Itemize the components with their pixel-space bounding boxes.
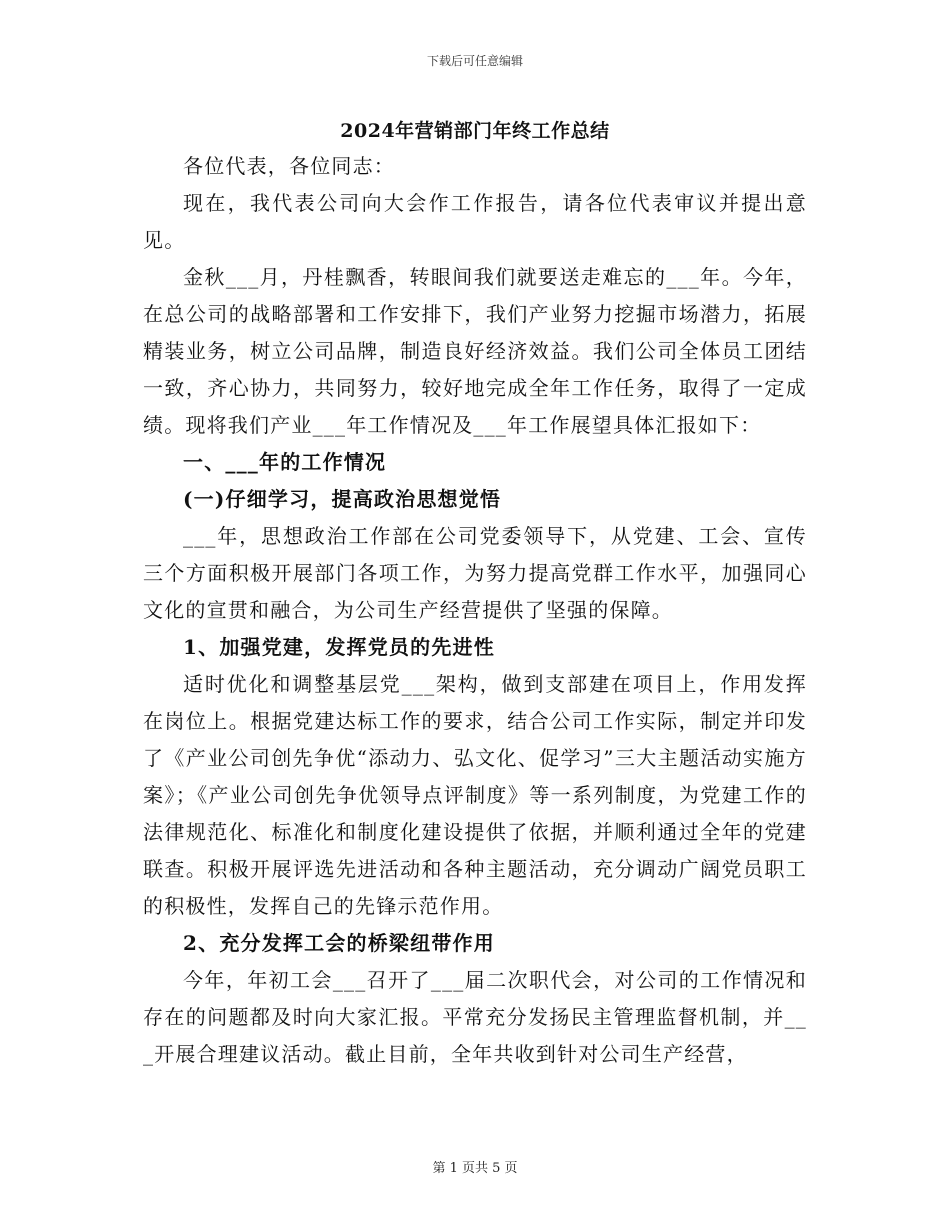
- subsection-paragraph-1: ___年，思想政治工作部在公司党委领导下，从党建、工会、宣传三个方面积极开展部门各项工作，为努力提高党群工作水平，加强同心文化的宣贯和融合，为公司生产经营提供了坚强的保障。: [143, 524, 807, 622]
- page-number: 第 1 页共 5 页: [432, 1161, 518, 1176]
- salutation: 各位代表，各位同志：: [183, 154, 395, 178]
- item-paragraph-1: 适时优化和调整基层党___架构，做到支部建在项目上，作用发挥在岗位上。根据党建达标工作的要求，结合公司工作实际，制定并印发了《产业公司创先争优“添动力、弘文化、促学习”三大主题活动实施方案》；《产业公司创先争优领导点评制度》等一系列制度，为党建工作的法律规范化、标准化和制度化建设提供了依据，并顺利通过全年的党建联查。积极开展评选先进活动和各种主题活动，充分调动广阔党员职工的积极性，发挥自己的先锋示范作用。: [143, 672, 807, 918]
- section-heading-1: 一、___年的工作情况: [183, 450, 387, 474]
- item-heading-1: 1、加强党建，发挥党员的先进性: [183, 635, 495, 659]
- opening-paragraph: 金秋___月，丹桂飘香，转眼间我们就要送走难忘的___年。今年，在总公司的战略部署和工作安排下，我们产业努力挖掘市场潜力，拓展精装业务，树立公司品牌，制造良好经济效益。我们公司全体员工团结一致，齐心协力，共同努力，较好地完成全年工作任务，取得了一定成绩。现将我们产业___年工作情况及___年工作展望具体汇报如下：: [143, 265, 807, 437]
- item-paragraph-2: 今年，年初工会___召开了___届二次职代会，对公司的工作情况和存在的问题都及时向大家汇报。平常充分发扬民主管理监督机制，并___开展合理建议活动。截止目前，全年共收到针对公司生产经营，: [143, 968, 807, 1066]
- header-note: 下载后可任意编辑: [426, 54, 523, 68]
- subsection-heading-1: (一)仔细学习，提高政治思想觉悟: [183, 487, 502, 511]
- intro-paragraph: 现在，我代表公司向大会作工作报告，请各位代表审议并提出意见。: [143, 191, 807, 252]
- document-title: 2024年营销部门年终工作总结: [340, 120, 610, 142]
- item-heading-2: 2、充分发挥工会的桥梁纽带作用: [183, 931, 495, 955]
- document-body: [143, 148, 807, 1073]
